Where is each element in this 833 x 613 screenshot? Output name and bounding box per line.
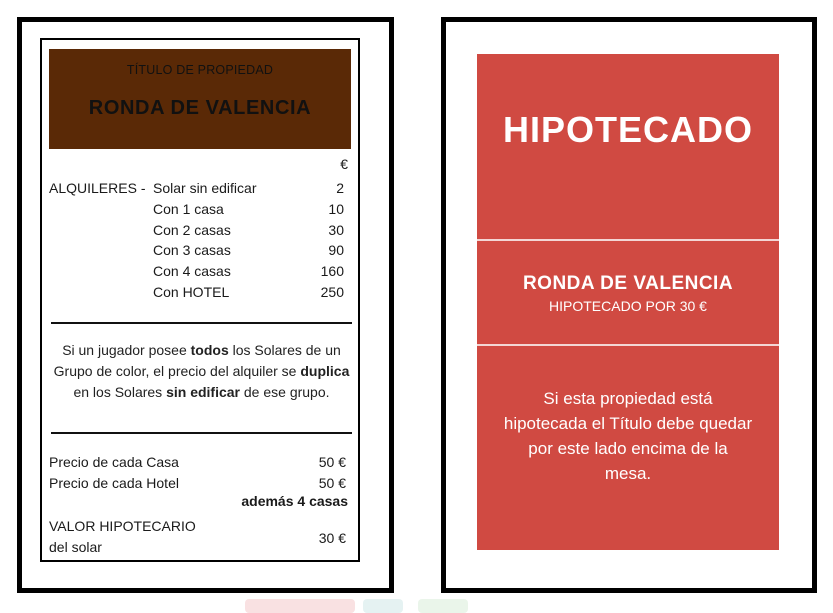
rent-row-value: 2 (336, 180, 344, 196)
rent-row-label: Solar sin edificar (153, 180, 257, 196)
mortgage-label-2: del solar (49, 539, 102, 555)
hotel-price-label: Precio de cada Hotel (49, 475, 179, 491)
rent-row-value: 10 (328, 201, 344, 217)
rent-row-label: Con HOTEL (153, 284, 230, 300)
deed-header (49, 49, 351, 149)
rule-text-part: Si un jugador posee (62, 342, 191, 358)
deed-property-name: RONDA DE VALENCIA (88, 97, 312, 119)
mortgage-note: Si esta propiedad está hipotecada el Título debe quedar por este lado encima de la mesa. (503, 389, 753, 483)
rule-text-bold: duplica (300, 363, 350, 379)
rent-row-value: 250 (320, 284, 344, 300)
rule-text-bold: sin edificar (166, 384, 240, 400)
decorative-shape (418, 599, 468, 613)
house-price-value: 50 € (318, 454, 346, 470)
rule-text-part: de ese grupo. (240, 384, 330, 400)
house-price-label: Precio de cada Casa (49, 454, 179, 470)
hotel-price-value: 50 € (318, 475, 346, 491)
decorative-shape (363, 599, 403, 613)
rent-row-value: 160 (320, 263, 344, 279)
title-deed-card (40, 38, 360, 562)
rent-label: ALQUILERES - (49, 180, 146, 196)
currency-symbol: € (340, 156, 348, 172)
mortgage-amount: HIPOTECADO POR 30 € (549, 298, 707, 314)
rule-text-part: los Solares de un Grupo de color, el precio del alquiler se (53, 342, 341, 379)
mortgage-value: 30 € (318, 530, 346, 546)
deed-subtitle: TÍTULO DE PROPIEDAD (126, 63, 274, 77)
mortgage-label: VALOR HIPOTECARIO (49, 518, 196, 534)
monopoly-rule-text (51, 340, 352, 403)
rent-row-label: Con 1 casa (153, 201, 224, 217)
rule-text-part: en los Solares (73, 384, 167, 400)
rent-row-label: Con 4 casas (153, 263, 231, 279)
mortgage-property-name: RONDA DE VALENCIA (522, 273, 734, 294)
decorative-shape (245, 599, 355, 613)
rent-row-label: Con 2 casas (153, 222, 231, 238)
mortgage-card (477, 54, 779, 550)
divider-line (477, 239, 779, 241)
rent-row-value: 30 (328, 222, 344, 238)
rent-row-label: Con 3 casas (153, 242, 231, 258)
mortgage-banner: HIPOTECADO (502, 109, 753, 150)
rule-text-bold: todos (190, 342, 229, 358)
divider-line (51, 432, 352, 434)
rent-row-value: 90 (328, 242, 344, 258)
title-deed-wrapper (17, 17, 394, 593)
divider-line (51, 322, 352, 324)
hotel-extra: además 4 casas (241, 493, 348, 509)
divider-line (477, 344, 779, 346)
